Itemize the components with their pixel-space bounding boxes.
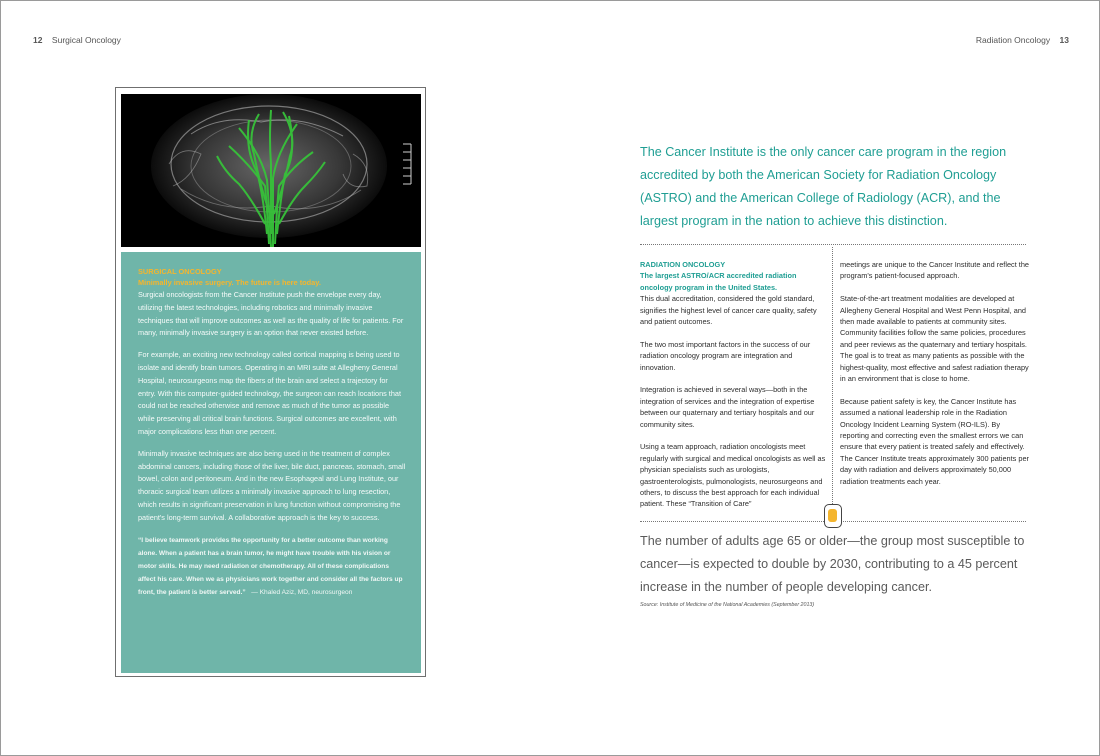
sidebar-subheading: Minimally invasive surgery. The future is here today. xyxy=(138,278,321,287)
source-citation: Source: Institute of Medicine of the National Academies (September 2013) xyxy=(640,602,815,608)
surgeon-quote xyxy=(138,534,407,599)
body-paragraph: Using a team approach, radiation oncologists meet regularly with surgical and medical oncologists as well as physician specialists such as urologists, gastroenterologists, pulmonologists, neurosurgeons and others, to discuss the best approach for each individual patient. These “Transition of Care” xyxy=(640,442,826,509)
brain-mri-icon xyxy=(121,94,421,247)
section-title: RADIATION ONCOLOGY xyxy=(640,260,726,269)
radiation-oncology-column-right xyxy=(840,259,1030,487)
body-paragraph: meetings are unique to the Cancer Institute and reflect the program's patient-focused approach. xyxy=(840,260,1030,281)
column-dotted-divider xyxy=(832,247,833,522)
body-paragraph: State-of-the-art treatment modalities are developed at Allegheny General Hospital and West Penn Hospital, and then made available to patients at community sites. Community facilities follow the same policies, procedures and peer reviews as the quaternary and tertiary hospitals. The goal is to treat as many patients as possible with the highest-quality, most effective and safest radiation therapy in an environment that is close to home. xyxy=(840,294,1029,384)
sidebar-paragraph: Surgical oncologists from the Cancer Institute push the envelope every day, utilizing the latest technologies, including robotics and minimally invasive techniques that will improve outcomes as well as the quality of life for patients. For many, minimally invasive surgery is an option that never existed before. xyxy=(138,290,404,338)
right-section-name: Radiation Oncology xyxy=(975,35,1051,45)
sidebar-paragraph: For example, an exciting new technology called cortical mapping is being used to isolate and identify brain tumors. Operating in an MRI suite at Allegheny General Hospital, neurosurgeons map the fibers of the brain and select a trajectory for entry. With this computer-guided technology, the surgeon can reach locations that could not be reached otherwise and remove as much of the tumor as possible while preserving all critical brain functions. Surgical outcomes are excellent, with major complications less than one percent. xyxy=(138,350,401,436)
body-paragraph: Because patient safety is key, the Cancer Institute has assumed a national leadership role in the Radiation Oncology Incident Learning System (RO-ILS). By reporting and correcting even the smallest errors we can ensure that every patient is treated safely and effectively. The Cancer Institute treats approximately 300 patients per day with radiation and delivers approximately 50,000 radiation treatments each year. xyxy=(840,396,1029,486)
left-section-name: Surgical Oncology xyxy=(51,35,121,45)
statistic-callout: The number of adults age 65 or older—the group most susceptible to cancer—is expected to double by 2030, contributing to a 45 percent increase in the number of people developing cancer. xyxy=(640,534,1025,594)
left-page-number: 12 xyxy=(33,35,43,45)
left-page-folio xyxy=(33,35,121,45)
sidebar-paragraph: Minimally invasive techniques are also being used in the treatment of complex abdominal cancers, including those of the liver, bile duct, pancreas, stomach, small bowel, colon and peritoneum. And in the new Esophageal and Lung Institute, our thoracic surgical team utilizes a minimally invasive approach to lung resection, which results in significant preservation in lung function without compromising the patient's long-term survival. A collaborative approach is the key to success. xyxy=(138,448,406,522)
body-paragraph: This dual accreditation, considered the gold standard, signifies the highest level of cancer care quality, safety and patient outcomes. xyxy=(640,294,817,327)
surgical-oncology-panel xyxy=(115,87,426,677)
surgical-oncology-sidebar xyxy=(121,252,421,673)
body-paragraph: The two most important factors in the success of our radiation oncology program are integration and innovation. xyxy=(640,339,811,372)
brain-mri-image xyxy=(121,94,421,247)
body-paragraph: Integration is achieved in several ways—both in the integration of services and the integration of expertise between our quaternary and tertiary hospitals and our community sites. xyxy=(640,385,815,429)
section-subtitle: The largest ASTRO/ACR accredited radiation oncology program in the United States. xyxy=(640,271,797,292)
quote-text: “I believe teamwork provides the opportunity for a better outcome than working alone. When a patient has a brain tumor, he might have trouble with his vision or motor skills. He may need radiation or chemotherapy. All of these complications affect his care. When we as physicians work together and consider all the factors up front, the patient is better served.” xyxy=(138,536,403,596)
sidebar-heading: SURGICAL ONCOLOGY xyxy=(138,267,222,276)
iv-drip-icon xyxy=(824,504,842,528)
iv-drip-fill xyxy=(828,509,837,522)
top-dotted-divider xyxy=(640,244,1026,245)
lead-statement: The Cancer Institute is the only cancer care program in the region accredited by both the American Society for Radiation Oncology (ASTRO) and the American College of Radiology (ACR), and the largest program in the nation to achieve this distinction. xyxy=(640,145,1007,228)
right-page-number: 13 xyxy=(1059,35,1069,45)
right-page-folio xyxy=(976,35,1069,45)
quote-attribution: — Khaled Aziz, MD, neurosurgeon xyxy=(251,588,353,596)
radiation-oncology-column-left xyxy=(640,259,826,510)
